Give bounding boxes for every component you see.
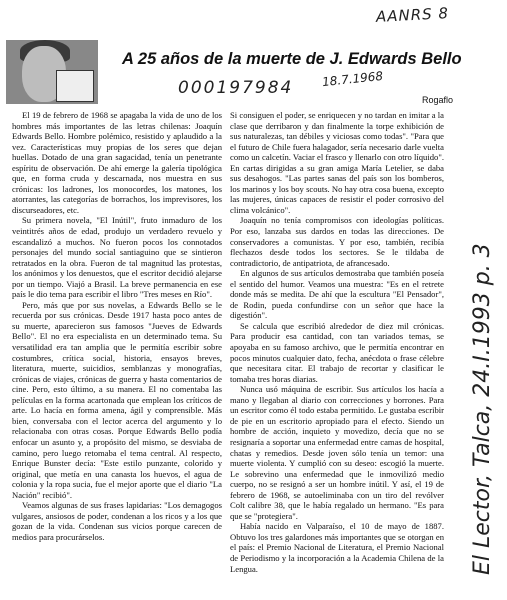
article-title: A 25 años de la muerte de J. Edwards Bello <box>122 50 462 68</box>
paragraph: Había nacido en Valparaíso, el 10 de mayo de 1887. Obtuvo los tres galardones más importantes que se otorgan en el país: el Premio Nacional de Literatura, el Premio Nacional de Periodismo y la incorporación a la Academia Chilena de la Lengua. <box>230 521 444 574</box>
paragraph: Pero, más que por sus novelas, a Edwards Bello se le recuerda por sus crónicas. Desde 1917 hasta poco antes de su muerte, aparecieron sus famosos "Jueves de Edwards Bello". El no era especialista en un determinado tema. Su versatilidad era tan amplia que le permitía escribir sobre costumbres, crítica social, historia, ensayos breves, literatura, muerte, suicidios, semblanzas y monografías, crónicas de viajes, crónicas de guerra y hasta comentarios de cine. Pero, esto último, a su manera. El no comentaba las películas en la forma acartonada que emplean los críticos de arte. Lo hacía en forma amena, ágil y comprensible. Más bien, conversaba con el lector acerca del argumento y lo relacionaba con otras cosas. Porque Edwards Bello podía enfocar un asunto y, a propósito del mismo, se desviaba de camino, pero luego retomaba el tema central. Al respecto, Enrique Bunster decía: "Este estilo punzante, colorido y original, que metía en una canasta los huevos, el agua de colonia y la ropa sucia, fue el mejor aporte que el diario "La Nación" recibió". <box>12 299 222 500</box>
paragraph: Se calcula que escribió alrededor de diez mil crónicas. Para producir esa cantidad, con tan variados temas, se apoyaba en su famoso archivo, que le permitía encontrar en pocos minutos cualquier dato, fecha, anécdota o frase célebre que necesitara citar. El trabajo de recortar y clasificar le tomaba tres horas diarias. <box>230 320 444 384</box>
handwritten-code: AANRS 8 <box>375 4 450 26</box>
record-number-handwritten: 000197984 <box>178 78 294 98</box>
paragraph: En algunos de sus artículos demostraba que también poseía el sentido del humor. Veamos una muestra: "Es en el retrete donde más se medita. De ahí que la escultura "El Pensador", de Rodin, pueda confundirse con un señor que hace la digestión". <box>230 268 444 321</box>
handwritten-date: 18.7.1968 <box>321 68 384 90</box>
paragraph: Veamos algunas de sus frases lapidarias: "Los demagogos vulgares, ansiosos de poder, condenan a los ricos y a los que gozan de la vida. Condenan sus vicios porque carecen de medios para procurárselos. <box>12 500 222 542</box>
article-byline: Rogaflo <box>422 95 454 105</box>
paragraph: El 19 de febrero de 1968 se apagaba la vida de uno de los hombres más importantes de las letras chilenas: Joaquín Edwards Bello. Hombre polémico, resistido y aplaudido a la vez. Características muy propias de los seres que dejan huellas. Dotado de una gran sagacidad, tenía un penetrante espíritu de observación. De ahí emerge la galería tipológica que, en forma cruda y descarnada, nos muestra en sus crónicas: los ladrones, los monocordes, los matones, los atorrantes, las categorías de borrachos, los imprevisores, los discurseadores, etc. <box>12 110 222 215</box>
handwritten-source-note: El Lector, Talca, 24.I.1993 p. 3 <box>470 243 495 575</box>
paragraph: Su primera novela, "El Inútil", fruto inmaduro de los veintitrés años de edad, produjo un verdadero revuelo y escandalizó a muchos. No fueron pocos los connotados personajes del mundo social santiaguino que se sintieron retratados en la obra. Fueron de tal magnitud las protestas, los anónimos y los denuestos, que el escritor decidió alejarse por un tiempo. Viajó a Brasil. La breve permanencia en ese país le dio tema para escribir el libro "Tres meses en Río". <box>12 215 222 300</box>
author-portrait-photo <box>6 40 98 104</box>
paragraph: Si consiguen el poder, se enriquecen y no tardan en imitar a la clase que derribaron y dan finalmente la torpe exhibición de sus naturalezas, tan débiles y viciosas como todas". "Para que el futuro de Chile fuera halagador, sería necesario darle vuelta como un calcetín. Vaciar el frasco y llenarlo con otro líquido". En cartas dirigidas a su gran amiga María Letelier, se daba sus desahogos. "Las partes sanas del país son los bomberos, los marinos y los boy scouts. No hay otra cosa buena, excepto las mujeres, únicas capaces de resistir el poder corrosivo del clima volcánico". <box>230 110 444 215</box>
paragraph: Nunca usó máquina de escribir. Sus artículos los hacía a mano y llegaban al diario con correcciones y borrones. Para un escritor como él todo estaba permitido. Le gustaba escribir de pie en un escritorio apropiado para el efecto. Siendo un hombre de acción, inquieto y movedizo, decía que no se resignaría a soportar una enfermedad entre camas de hospital, chatas y remedios. Desde joven sólo tenía un temor: una muerte violenta. Y cumplió con su deseo: escogió la muerte. Le sobrevino una enfermedad que le inmovilizó medio cuerpo, no se resignó a ser un hombre inútil. Y así, el 19 de febrero de 1968, se autoeliminaba con un tiro del revólver Colt calibre 38, que le había regalado un hermano. "Es para que se "protegiera". <box>230 384 444 521</box>
article-column-right <box>230 110 444 574</box>
paragraph: Joaquín no tenía compromisos con ideologías políticas. Por eso, lanzaba sus dardos en todas las direcciones. De conservadores a comunistas. Y por eso, también, recibía flechazos desde todos los sectores. Se le tildaba de contradictorio, de antipatriota, de afrancesado. <box>230 215 444 268</box>
article-column-left <box>12 110 222 542</box>
